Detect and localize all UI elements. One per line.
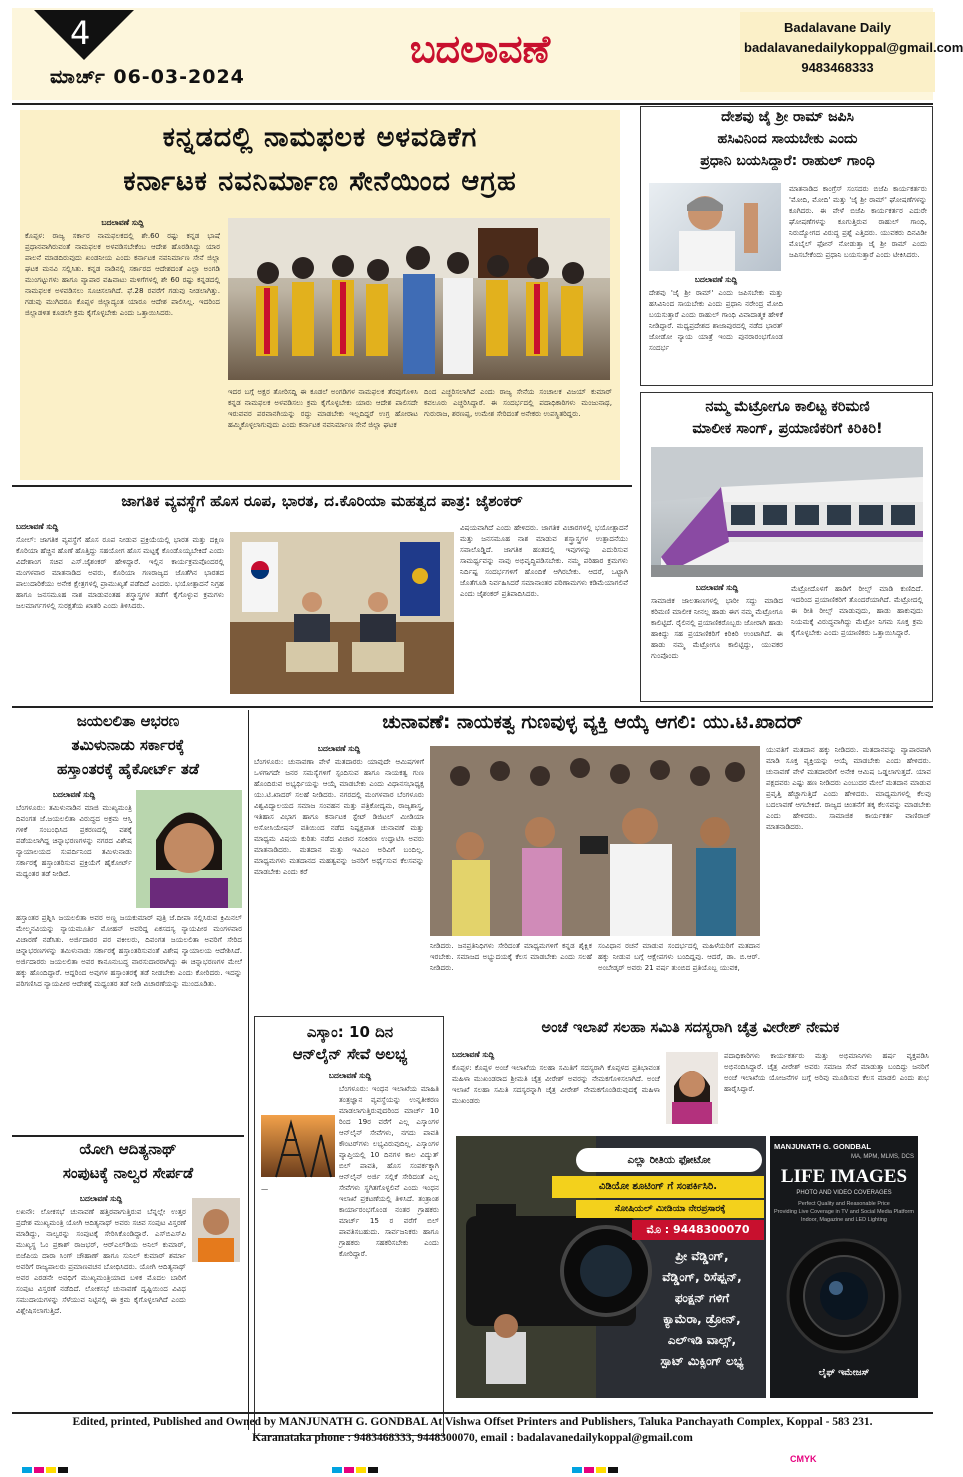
metro-headline-2: ಮಾಲೀಕ ಸಾಂಗ್, ಪ್ರಯಾಣಿಕರಿಗೆ ಕಿರಿಕಿರಿ! <box>692 421 883 437</box>
jayalalitha-body-1: ಬೆಂಗಳೂರು: ತಮಿಳುನಾಡಿನ ಮಾಜಿ ಮುಖ್ಯಮಂತ್ರಿ ದಿವಂಗತ ಜೆ.ಜಯಲಲಿತಾ ವಿರುದ್ಧದ ಅಕ್ರಮ ಆಸ್ತಿ ಗಳಿಕೆ ಸಂಬಂಧಿಸಿದ ಪ್ರಕರಣದಲ್ಲಿ ವಶಕ್ಕೆ ಪಡೆಯಲಾಗಿದ್ದ ಚಿನ್ನಾಭರಣಗಳನ್ನು ನಗರದ ವಿಶೇಷ ನ್ಯಾಯಾಲಯದ ಸುಪರ್ದಿನಿಂದ ತಮಿಳುನಾಡು ಸರ್ಕಾರಕ್ಕೆ ಹಸ್ತಾಂತರಿಸುವ ಪ್ರಕ್ರಿಯೆಗೆ ಹೈಕೋರ್ಟ್ ಮಧ್ಯಂತರ ತಡೆ ನೀಡಿದೆ. <box>16 803 132 878</box>
rahul-col-2 <box>789 183 927 381</box>
rule-vertical-left <box>248 710 249 1430</box>
rule-jaishankar-top <box>12 485 632 487</box>
yogi-byline: ಬದಲಾವಣೆ ಸುದ್ದಿ <box>79 1194 123 1203</box>
jaishankar-col-1 <box>16 522 224 698</box>
lead-story <box>20 110 620 480</box>
jayalalitha-col-2 <box>16 912 242 1126</box>
page-number-badge <box>34 10 134 60</box>
chaitra-story <box>448 1018 933 1130</box>
card-footer: ಲೈಫ್ ಇಮೇಜಸ್ <box>818 1368 870 1378</box>
metro-body-2: ಮೆಟ್ರೋದೊಳಗೆ ಹಾಡಿಗೆ ರೀಲ್ಸ್ ಮಾಡಿ ಕುಣಿದಿದೆ. ಇದರಿಂದ ಪ್ರಯಾಣಿಕರಿಗೆ ತೊಂದರೆಯಾಗಿದೆ. ಮೆಟ್ರೋದಲ್ಲಿ ಈ ರೀತಿ ರೀಲ್ಸ್ ಮಾಡುವುದು, ಹಾಡು ಹಾಕುವುದು ನಿಯಮಕ್ಕೆ ವಿರುದ್ಧವಾಗಿದ್ದು ಮೆಟ್ರೋ ನಿಗಮ ಸೂಕ್ತ ಕ್ರಮ ಕೈಗೊಳ್ಳಬೇಕು ಎಂದು ಪ್ರಯಾಣಿಕರು ಒತ್ತಾಯಿಸಿದ್ದಾರೆ. <box>791 584 923 637</box>
masthead: ಬದಲಾವಣೆ <box>409 26 551 71</box>
khader-body-1: ಬೆಂಗಳೂರು: ಚುನಾವಣಾ ವೇಳೆ ಮತದಾರರು ಯಾವುದೇ ಆಮಿಷಗಳಿಗೆ ಒಳಗಾಗದೇ ಜನರ ಸಮಸ್ಯೆಗಳಿಗೆ ಸ್ಪಂದಿಸುವ ಹಾಗೂ ನಾಯಕತ್ವ ಗುಣ ಹೊಂದಿರುವ ಅಭ್ಯರ್ಥಿಯನ್ನು ಆಯ್ಕೆ ಮಾಡಬೇಕು ಎಂದು ವಿಧಾನಸಭಾಧ್ಯಕ್ಷ ಯು.ಟಿ.ಖಾದರ್ ಸಲಹೆ ನೀಡಿದರು. ನಗರದಲ್ಲಿ ಮಂಗಳವಾರ ಬೆಂಗಳೂರು ವಿಶ್ವವಿದ್ಯಾಲಯದ ಸಮಾಜ ಸಂವಹನ ಮತ್ತು ಪತ್ರಿಕೋದ್ಯಮ, ರಾಜ್ಯಶಾಸ್ತ್ರ, ಇತಿಹಾಸ ವಿಭಾಗ ಹಾಗೂ ಕರ್ನಾಟಕ ಸ್ಟೇಟ್ ಡಿಜಿಟಲ್ ಮೀಡಿಯಾ ಅಸೋಸಿಯೇಷನ್ ವತಿಯಿಂದ ನಡೆದ ನಿಷ್ಪಕ್ಷಪಾತ ಚುನಾವಣೆ ಮತ್ತು ಮಾಧ್ಯಮ ವಿಷಯ ಕುರಿತು ನಡೆದ ವಿಚಾರ ಸಂಕಿರಣ ಉದ್ಘಾಟಿಸಿ ಅವರು ಮಾತನಾಡಿದರು. ಮತದಾನ ಮತ್ತು ಇವಿಎಂ ಅರಿವಿಗೆ ಬಂದಿಲ್ಲ. ಮಾಧ್ಯಮಗಳು ಮತದಾನದ ಮಹತ್ವವನ್ನು ಜನರಿಗೆ ಅರ್ಥೈಸುವ ಕೆಲಸವನ್ನು ಮಾಡಬೇಕು ಎಂದು ಕರೆ <box>254 757 424 876</box>
contact-email: badalavanedailykoppal@gmail.com <box>744 40 963 55</box>
metro-photo <box>651 447 923 577</box>
photo-ad <box>456 1136 766 1398</box>
lead-col-3 <box>424 386 612 472</box>
khader-photo-crowd <box>430 746 760 936</box>
khader-body-4: ಯುವತಿಗೆ ಮತದಾನ ಹಕ್ಕು ನೀಡಿದರು. ಮತದಾನವನ್ನು ವ್ಯಾಪಾರವಾಗಿ ಮಾಡಿ ಸೂಕ್ತ ವ್ಯಕ್ತಿಯನ್ನು ಆಯ್ಕೆ ಮಾಡಬೇಕು ಎಂದು ಹೇಳಿದರು. ಚುನಾವಣೆ ವೇಳೆ ಮತದಾರರಿಗೆ ಅನೇಕ ಆಮಿಷ ಒಡ್ಡಲಾಗುತ್ತದೆ. ಯಾವ ಪಕ್ಷದವರು ಎಷ್ಟು ಹಣ ನೀಡಿದರು ಎಂಬುದರ ಮೇಲೆ ಮತದಾನ ಮಾಡುವ ಪ್ರವೃತ್ತಿ ಹೆಚ್ಚಾಗುತ್ತಿದೆ ಎಂದು ಹೇಳಿದರು. ಮಾಧ್ಯಮಗಳಲ್ಲಿ ಕೆಲವು ಬದಲಾವಣೆ ಆಗಬೇಕಿದೆ. ರಾಜ್ಯದ ಚಿಂತನೆಗೆ ತಕ್ಕ ಕೆಲಸವನ್ನು ಮಾಡಬೇಕು ಎಂದು ಹೇಳಿದರು. ಸಾಮಾಜಿಕ ಕಾರ್ಯಕರ್ತ ವಾಣಿರಾಜ್ ಮಾತನಾಡಿದರು. <box>766 745 931 831</box>
jayalalitha-byline: ಬದಲಾವಣೆ ಸುದ್ದಿ <box>52 790 96 799</box>
metro-body-1: ಸಾಮಾಜಿಕ ಜಾಲತಾಣಗಳಲ್ಲಿ ಭಾರೀ ಸದ್ದು ಮಾಡಿದ ಕರಿಮಣಿ ಮಾಲೀಕ ನೀನಲ್ಲ ಹಾಡು ಈಗ ನಮ್ಮ ಮೆಟ್ರೋಗೂ ಕಾಲಿಟ್ಟಿದೆ. ರೈಲಿನಲ್ಲಿ ಪ್ರಯಾಣಿಕರೊಬ್ಬರು ಜೋರಾಗಿ ಹಾಡು ಹಾಕಿದ್ದು ಸಹ ಪ್ರಯಾಣಿಕರಿಗೆ ಕಿರಿಕಿರಿ ಉಂಟಾಗಿದೆ. ಈ ಹಾಡು ನಮ್ಮ ಮೆಟ್ರೋಗೂ ಕಾಲಿಟ್ಟಿದ್ದು, ಯುವಕರ ಗುಂಪೊಂದು <box>651 596 783 660</box>
lead-photo-figures <box>228 218 610 380</box>
escom-body-continued: — <box>261 1184 269 1193</box>
chaitra-body-1: ಕೊಪ್ಪಳ: ಕೊಪ್ಪಳ ಅಂಚೆ ಇಲಾಖೆಯ ಸಲಹಾ ಸಮಿತಿಗೆ ಸದಸ್ಯರಾಗಿ ಕೊಪ್ಪಳದ ಪ್ರತಿಭಾವಂತ ಮಹಿಳಾ ಮುಖಂಡರಾದ ಶ್ರೀಮತಿ ಚೈತ್ರ ವೀರೇಶ್ ಅವರನ್ನು ನೇಮಕಗೊಳಿಸಲಾಗಿದೆ. ಅಂಚೆ ಇಲಾಖೆ ಸಲಹಾ ಸಮಿತಿ ಸದಸ್ಯರನ್ನಾಗಿ ಚೈತ್ರ ವೀರೇಶ್ ನೇಮಕಗೊಂಡಿರುವುದಕ್ಕೆ ಮಹಿಳಾ ಮುಖಂಡರು <box>452 1063 660 1105</box>
yogi-headline-1: ಯೋಗಿ ಆದಿತ್ಯನಾಥ್ <box>79 1140 177 1158</box>
photo-ad-phone: ಮೊ : 9448300070 <box>632 1220 764 1240</box>
photo-ad-services <box>640 1246 764 1372</box>
rahul-body-2: ಮಾತನಾಡಿದ ಕಾಂಗ್ರೆಸ್ ಸಂಸದರು ಬಿಜೆಪಿ ಕಾರ್ಯಕರ್ತರು 'ಮೋದಿ, ಮೋದಿ' ಮತ್ತು 'ಜೈ ಶ್ರೀ ರಾಮ್' ಘೋಷಣೆಗಳನ್ನು ಕೂಗಿದರು. ಈ ವೇಳೆ ಬಿಜೆಪಿ ಕಾರ್ಯಕರ್ತರ ಎದುರೇ ಘೋಷಣೆಗಳನ್ನು ಕೂಗುತ್ತಿರುವ ರಾಹುಲ್ ಗಾಂಧಿ, ನಿರುದ್ಯೋಗದ ವಿರುದ್ಧ ಪ್ರಶ್ನೆ ಎತ್ತಿದರು. ಯುವಕರು ದಿನವಿಡೀ ಮೊಬೈಲ್ ಫೋನ್ ನೋಡುತ್ತಾ ಜೈ ಶ್ರೀ ರಾಮ್ ಎಂದು ಜಪಿಸಬೇಕೆಂದು ಪ್ರಧಾನಿ ಬಯಸುತ್ತಾರೆ ಎಂದು ಟೀಕಿಸಿದರು. <box>789 184 927 259</box>
header-rule <box>12 103 933 105</box>
escom-body-top <box>339 1083 439 1258</box>
page-number: 4 <box>70 14 91 52</box>
khader-col-4 <box>766 744 931 1032</box>
metro-story <box>640 392 933 702</box>
jaishankar-headline: ಜಾಗತಿಕ ವ್ಯವಸ್ಥೆಗೆ ಹೊಸ ರೂಪ, ಭಾರತ, ದ.ಕೊರಿಯಾ ಮಹತ್ವದ ಪಾತ್ರ: ಜೈಶಂಕರ್ <box>121 492 523 510</box>
jayalalitha-photo-figure <box>136 790 242 908</box>
jaishankar-body-1: ಸೋಲ್: ಜಾಗತಿಕ ವ್ಯವಸ್ಥೆಗೆ ಹೊಸ ರೂಪ ನೀಡುವ ಪ್ರಕ್ರಿಯೆಯಲ್ಲಿ ಭಾರತ ಮತ್ತು ದಕ್ಷಿಣ ಕೊರಿಯಾ ಹೆಚ್ಚಿನ ಹೊಣೆ ಹೊತ್ತಿದ್ದು ಸಹಯೋಗ ಹೊಸ ಮಟ್ಟಕ್ಕೆ ಕೊಂಡೊಯ್ಯಬೇಕಿದೆ ಎಂದು ವಿದೇಶಾಂಗ ಸಚಿವ ಎಸ್.ಜೈಶಂಕರ್ ಹೇಳಿದ್ದಾರೆ. ಇಲ್ಲಿನ ಕಾರ್ಯಕ್ರಮವೊಂದರಲ್ಲಿ ಮಂಗಳವಾರ ಮಾತನಾಡಿದ ಅವರು, ಕೊರಿಯಾ ಗಣರಾಜ್ಯದ ಜೊತೆಗಿನ ಭಾರತದ ಪಾಲುದಾರಿಕೆಯು ಅನೇಕ ಕ್ಷೇತ್ರಗಳಲ್ಲಿ ಪ್ರಾಮುಖ್ಯತೆ ಪಡೆದಿದೆ ಎಂದರು. ಭಯೋತ್ಪಾದನೆ ನಿಗ್ರಹ ಹಾಗೂ ಜನಸಮೂಹ ನಾಶ ಮಾಡುವಂತಹ ಶಸ್ತ್ರಾಸ್ತ್ರಗಳ ತಡೆಗೆ ಕೈಗೊಳ್ಳುವ ಕ್ರಮಗಳು ಜಲಮಾರ್ಗಗಳಲ್ಲಿ ಸುರಕ್ಷತೆಯ ಖಾತರಿ ಎಂದು ತಿಳಿಸಿದರು. <box>16 535 224 610</box>
rule-yogi-top <box>12 1135 244 1137</box>
rahul-byline: ಬದಲಾವಣೆ ಸುದ್ದಿ <box>694 275 738 284</box>
escom-headline-1: ಎಸ್ಕಾಂ: 10 ದಿನ <box>306 1023 394 1041</box>
jaishankar-col-2 <box>460 522 628 698</box>
khader-photo <box>430 746 760 936</box>
rahul-col-1 <box>649 275 783 383</box>
card-tag: Providing Live Coverage in TV and Social Media Platform <box>774 1209 914 1215</box>
photo-ad-line1: ಎಲ್ಲಾ ರೀತಿಯ ಫೋಟೋ <box>576 1148 762 1172</box>
metro-col-2 <box>791 583 923 697</box>
color-register-marks <box>12 1467 933 1473</box>
photo-ad-service: ಸ್ಪಾಟ್ ಮಿಕ್ಸಿಂಗ್ ಲಭ್ಯ <box>660 1354 744 1368</box>
contact-phone: 9483468333 <box>801 60 874 75</box>
photo-ad-service: ಪ್ರೀ ವೆಡ್ಡಿಂಗ್, <box>675 1249 729 1263</box>
escom-byline: ಬದಲಾವಣೆ ಸುದ್ದಿ <box>328 1071 372 1080</box>
card-tags <box>774 1200 914 1224</box>
yogi-body-1: ಲಖನೌ: ಲೋಕಸಭೆ ಚುನಾವಣೆ ಹತ್ತಿರವಾಗುತ್ತಿರುವ ಬೆನ್ನಲ್ಲೇ ಉತ್ತರ ಪ್ರದೇಶ ಮುಖ್ಯಮಂತ್ರಿ ಯೋಗಿ ಆದಿತ್ಯನಾಥ್ ಅವರು ಸಚಿವ ಸಂಪುಟ ವಿಸ್ತರಣೆ ಮಾಡಿದ್ದು, ನಾಲ್ವರನ್ನು ಸಂಪುಟಕ್ಕೆ ಸೇರಿಸಿಕೊಂಡಿದ್ದಾರೆ. ಎಸ್‌ಬಿಎಸ್‌ಪಿ ಮುಖ್ಯಸ್ಥ ಓಂ ಪ್ರಕಾಶ್ ರಾಜಭರ್, ಆರ್‌ಎಲ್‌ಡಿಯ ಅನಿಲ್ ಕುಮಾರ್, ಬಿಜೆಪಿಯ ದಾರಾ ಸಿಂಗ್ ಚೌಹಾಣ್ ಹಾಗೂ ಸುನಿಲ್ ಕುಮಾರ್ ಶರ್ಮಾ ಅವರಿಗೆ ರಾಜ್ಯಪಾಲರು ಪ್ರಮಾಣವಚನ ಬೋಧಿಸಿದರು. ಯೋಗಿ ಆದಿತ್ಯನಾಥ್ ಅವರ ಎರಡನೇ ಅವಧಿಗೆ ಮುಖ್ಯಮಂತ್ರಿಯಾದ ಬಳಿಕ ಮೊದಲ ಬಾರಿಗೆ ಸಂಪುಟ ವಿಸ್ತರಣೆ ನಡೆದಿದೆ. ಲೋಕಸಭೆ ಚುನಾವಣೆ ದೃಷ್ಟಿಯಿಂದ ವಿವಿಧ ಸಮುದಾಯಗಳನ್ನು ಸೆಳೆಯುವ ನಿಟ್ಟಿನಲ್ಲಿ ಈ ಕ್ರಮ ಕೈಗೊಳ್ಳಲಾಗಿದೆ ಎಂದು ವಿಶ್ಲೇಷಿಸಲಾಗುತ್ತಿದೆ. <box>16 1207 186 1315</box>
photo-ad-service: ವೆಡ್ಡಿಂಗ್, ರಿಸೆಪ್ಷನ್, <box>662 1270 742 1284</box>
card-subtitle: PHOTO AND VIDEO COVERAGES <box>796 1190 892 1196</box>
khader-body-2: ನೀಡಿದರು. ಜನಪ್ರತಿನಿಧಿಗಳು ಸೇರಿದಂತೆ ಮಾಧ್ಯಮಗಳಿಗೆ ಕನ್ನಡ ಶೈಕ್ಷಿಕ ಇರಬೇಕು. ಸಮಾಜದ ಅಭ್ಯುದಯಕ್ಕೆ ಕೆಲಸ ಮಾಡಬೇಕು ಎಂದು ಸಲಹೆ ನೀಡಿದರು. <box>430 941 592 972</box>
metro-headline-1: ನಮ್ಮ ಮೆಟ್ರೋಗೂ ಕಾಲಿಟ್ಟ ಕರಿಮಣಿ <box>705 399 870 415</box>
yogi-story <box>12 1138 244 1414</box>
yogi-col-1 <box>16 1194 186 1412</box>
chaitra-body-2: ಪದಾಧಿಕಾರಿಗಳು ಕಾರ್ಯಕರ್ತರು ಮತ್ತು ಅಭಿಮಾನಿಗಳು ಹರ್ಷ ವ್ಯಕ್ತಪಡಿಸಿ ಅಭಿನಂದಿಸಿದ್ದಾರೆ. ಚೈತ್ರ ವೀರೇಶ್ ಅವರು ಸಮಾಜ ಸೇವೆ ಮಾಡುತ್ತಾ ಬಂದಿದ್ದು ಜನರಿಗೆ ಅಂಚೆ ಇಲಾಖೆಯ ಯೋಜನೆಗಳ ಬಗ್ಗೆ ಅರಿವು ಮೂಡಿಸುವ ಕೆಲಸ ಮಾಡಲಿ ಎಂದು ಶುಭ ಹಾರೈಸಿದ್ದಾರೆ. <box>724 1051 929 1093</box>
card-name: MANJUNATH G. GONDBAL <box>774 1142 871 1151</box>
card-degrees: MA, MPM, MLMS, DCS <box>850 1154 914 1160</box>
jaishankar-photo <box>230 532 454 694</box>
jaishankar-body-2: ವಿಷಯವಾಗಿದೆ ಎಂದು ಹೇಳಿದರು. ಜಾಗತಿಕ ವಿಚಾರಗಳಲ್ಲಿ ಭಯೋತ್ಪಾದನೆ ಮತ್ತು ಜನಸಮೂಹ ನಾಶ ಮಾಡುವ ಶಸ್ತ್ರಾಸ್ತ್ರಗಳ ಉತ್ಪಾದನೆಯು ಸವಾಲೊಡ್ಡಿದೆ. ಜಾಗತಿಕ ಹಂತದಲ್ಲಿ ಇವುಗಳನ್ನು ಎದುರಿಸುವ ಸಾಮರ್ಥ್ಯವನ್ನು ನಾವು ಅಭಿವೃದ್ಧಿಪಡಿಸಬೇಕು. ನಮ್ಮ ಪರಿಹಾರ ಕ್ರಮಗಳು ನಿರ್ದಿಷ್ಟ ಸಂದರ್ಭಗಳಿಗೆ ಹೊಂದಿಕೆ ಆಗಿರಬೇಕು. ಆದರೆ, ಒಟ್ಟಾಗಿ ಜೊತೆಗೂಡಿ ನಿರ್ವಹಿಸಿದರೆ ಸಮಾನಾಂತರ ಪರಿಣಾಮಗಳು ಕಡಿಮೆಯಾಗಲಿವೆ ಎಂದು ಜೈಶಂಕರ್ ಪ್ರತಿಪಾದಿಸಿದರು. <box>460 523 628 598</box>
chaitra-headline: ಅಂಚೆ ಇಲಾಖೆ ಸಲಹಾ ಸಮಿತಿ ಸದಸ್ಯರಾಗಿ ಚೈತ್ರ ವೀರೇಶ್ ನೇಮಕ <box>541 1020 840 1036</box>
lead-headline-1: ಕನ್ನಡದಲ್ಲಿ ನಾಮಫಲಕ ಅಳವಡಿಕೆಗ <box>162 122 478 153</box>
photo-ad-line3: ಸೋಷಿಯಲ್ ಮೀಡಿಯಾ ನೇರಪ್ರಸಾರಕ್ಕೆ <box>576 1200 764 1218</box>
lead-body-2: ಇದರ ಬಗ್ಗೆ ಅಕ್ಷರ ತೋರಿಸದ್ದಿ ಈ ಕೂಡಲೆ ಅಂಗಡಿಗಳ ನಾಮಫಲಕ ತೆರವುಗೊಳಿಸಿ ಕನ್ನಡ ನಾಮಫಲಕ ಅಳವಡಿಸಲು ಕ್ರಮ ಕೈಗೊಳ್ಳಬೇಕು ಯಾರು ಆದೇಶ ಪಾಲಿಸದೇ ಇರುವವರ ಪರವಾನಗಿಯನ್ನು ರದ್ದು ಮಾಡಬೇಕು ಇಲ್ಲದಿದ್ದರೆ ಉಗ್ರ ಹೋರಾಟ ಹಮ್ಮಿಕೊಳ್ಳಲಾಗುವುದು ಎಂದು ಕರ್ನಾಟಕ ನವನಿರ್ಮಾಣ ಸೇನೆ ಜಿಲ್ಲಾ ಘಟಕ <box>228 387 418 429</box>
photo-ad-service: ಎಲ್‌ಇಡಿ ವಾಲ್ಸ್, <box>667 1333 737 1347</box>
jaishankar-story <box>12 488 632 702</box>
rahul-headline-2: ಹಸಿವಿನಿಂದ ಸಾಯಬೇಕು ಎಂದು <box>717 131 858 147</box>
khader-byline: ಬದಲಾವಣೆ ಸುದ್ದಿ <box>317 744 361 753</box>
card-tag: Perfect Quality and Reasonable Price <box>798 1201 890 1207</box>
escom-body-bottom <box>261 1183 439 1433</box>
jaishankar-photo-scene <box>230 532 454 694</box>
chaitra-col-2 <box>724 1050 929 1128</box>
lead-body-3: ದಿಂದ ಎಚ್ಚರಿಸಲಾಗಿದೆ ಎಂದು ರಾಜ್ಯ ಸೇನೆಯ ಸಂಚಾಲಕ ವಿಜಯ್ ಕುಮಾರ್ ಕವಲೂರು ಎಚ್ಚರಿಸಿದ್ದಾರೆ. ಈ ಸಂದರ್ಭದಲ್ಲಿ ಪದಾಧಿಕಾರಿಗಳು ಮಂಜುನಾಥ, ಗುರುರಾಜ, ಶರಣಪ್ಪ, ಉಮೇಶ ಸೇರಿದಂತೆ ಅನೇಕರು ಉಪಸ್ಥಿತರಿದ್ದರು. <box>424 387 612 418</box>
cmyk-label: CMYK <box>790 1454 817 1464</box>
escom-photo-tower <box>261 1115 335 1177</box>
photo-ad-service: ಫಂಕ್ಷನ್ ಗಳಿಗೆ <box>674 1291 730 1305</box>
metro-photo-train <box>651 447 923 577</box>
jayalalitha-photo <box>136 790 242 908</box>
khader-body-3: ಸಂವಿಧಾನ ರಚನೆ ಮಾಡುವ ಸಂದರ್ಭದಲ್ಲಿ ಮಹಿಳೆಯರಿಗೆ ಮತದಾನ ಹಕ್ಕು ನೀಡುವ ಬಗ್ಗೆ ಆಕ್ಷೇಪಗಳು ಬಂದಿದ್ದವು. ಆದರೆ, ಡಾ. ಬಿ.ಆರ್. ಅಂಬೇಡ್ಕರ್ ಅವರು 21 ವರ್ಷ ತುಂಬಿದ ಪ್ರತಿಯೊಬ್ಬ ಯುವಕ, <box>598 941 760 972</box>
khader-col-1 <box>254 744 424 1032</box>
yogi-photo-figure <box>192 1198 240 1262</box>
lens-icon <box>784 1236 904 1356</box>
khader-headline: ಚುನಾವಣೆ: ನಾಯಕತ್ವ ಗುಣವುಳ್ಳ ವ್ಯಕ್ತಿ ಆಯ್ಕೆ ಆಗಲಿ: ಯು.ಟಿ.ಖಾದರ್ <box>382 712 803 733</box>
lead-col-2 <box>228 386 418 472</box>
contact-box <box>740 12 963 92</box>
metro-col-1 <box>651 583 783 697</box>
jayalalitha-headline-3: ಹಸ್ತಾಂತರಕ್ಕೆ ಹೈಕೋರ್ಟ್ ತಡೆ <box>57 760 199 778</box>
escom-story <box>254 1016 444 1436</box>
life-images-card <box>770 1136 918 1398</box>
escom-photo <box>261 1115 335 1177</box>
footer-rule <box>12 1412 933 1414</box>
footer-line-1: Edited, printed, Published and Owned by MANJUNATH G. GONDBAL At Vishwa Offset Printers and Publishers, Taluka Panchayath Complex, Koppal - 583 231. <box>72 1416 873 1428</box>
escom-body-text: ಬೆಂಗಳೂರು: ಇಂಧನ ಇಲಾಖೆಯ ಮಾಹಿತಿ ತಂತ್ರಜ್ಞಾನ ವ್ಯವಸ್ಥೆಯನ್ನು ಉನ್ನತೀಕರಣ ಮಾಡಲಾಗುತ್ತಿರುವುದರಿಂದ ಮಾರ್ಚ್ 10 ರಿಂದ 19ರ ವರೆಗೆ ಎಲ್ಲ ಎಸ್ಕಾಂಗಳ ಆನ್‌ಲೈನ್ ಸೇವೆಗಳು, ನಗದು ಪಾವತಿ ಕೌಂಟರ್‌ಗಳು ಲಭ್ಯವಿರುವುದಿಲ್ಲ. ಎಸ್ಕಾಂಗಳ ವ್ಯಾಪ್ತಿಯಲ್ಲಿ 10 ದಿನಗಳ ಕಾಲ ವಿದ್ಯುತ್ ಬಿಲ್ ಪಾವತಿ, ಹೊಸ ಸಂಪರ್ಕಕ್ಕಾಗಿ ಆನ್‌ಲೈನ್ ಅರ್ಜಿ ಸಲ್ಲಿಕೆ ಸೇರಿದಂತೆ ಎಲ್ಲ ಸೇವೆಗಳು ಸ್ಥಗಿತಗೊಳ್ಳಲಿವೆ ಎಂದು ಇಂಧನ ಇಲಾಖೆ ಪ್ರಕಟಣೆಯಲ್ಲಿ ತಿಳಿಸಿದೆ. ತಂತ್ರಾಂಶ ಕಾರ್ಯಾರಂಭಗೊಂಡ ನಂತರ ಗ್ರಾಹಕರು ಮಾರ್ಚ್ 15 ರ ವರೆಗೆ ಬಿಲ್ ಪಾವತಿಸಬಹುದು. ಸಾರ್ವಜನಿಕರು ಹಾಗೂ ಗ್ರಾಹಕರು ಸಹಕರಿಸಬೇಕು ಎಂದು ಕೋರಿದ್ದಾರೆ. <box>339 1084 439 1258</box>
jayalalitha-story <box>12 710 244 1130</box>
lead-photo <box>228 218 610 380</box>
lead-headline-2: ಕರ್ನಾಟಕ ನವನಿರ್ಮಾಣ ಸೇನೆಯಿಂದ ಆಗ್ರಹ <box>123 166 517 197</box>
card-tag: Indoor, Magazine and LED Lighting <box>801 1217 887 1223</box>
paper-name: Badalavane Daily <box>784 20 891 35</box>
photo-ad-line2: ವಿಡಿಯೋ ಶೂಟಿಂಗ್ ಗೆ ಸಂಪರ್ಕಿಸಿರಿ. <box>552 1176 764 1198</box>
issue-date: ಮಾರ್ಚ್ 06-03-2024 <box>50 66 245 88</box>
rahul-body-1: ದೇಶವು 'ಜೈ ಶ್ರೀ ರಾಮ್' ಎಂದು ಜಪಿಸಬೇಕು ಮತ್ತು ಹಸಿವಿನಿಂದ ಸಾಯಬೇಕು ಎಂದು ಪ್ರಧಾನಿ ನರೇಂದ್ರ ಮೋದಿ ಬಯಸುತ್ತಾರೆ ಎಂದು ರಾಹುಲ್ ಗಾಂಧಿ ವಿವಾದಾತ್ಮಕ ಹೇಳಿಕೆ ನೀಡಿದ್ದಾರೆ. ಮಧ್ಯಪ್ರದೇಶದ ಶಾಜಾಪುರದಲ್ಲಿ ನಡೆದ ಭಾರತ್ ಜೋಡೋ ನ್ಯಾಯ ಯಾತ್ರೆ ಇಂದು ಪುನರಾರಂಭಗೊಂಡ ಸಂದರ್ಭ <box>649 288 783 352</box>
photo-ad-service: ಕ್ಯಾಮೆರಾ, ಡ್ರೋನ್, <box>663 1312 741 1326</box>
jayalalitha-headline-2: ತಮಿಳುನಾಡು ಸರ್ಕಾರಕ್ಕೆ <box>71 736 185 754</box>
rahul-photo-figure <box>649 183 781 271</box>
rahul-photo <box>649 183 781 271</box>
chaitra-byline: ಬದಲಾವಣೆ ಸುದ್ದಿ <box>452 1050 495 1059</box>
yogi-headline-2: ಸಂಪುಟಕ್ಕೆ ನಾಲ್ವರ ಸೇರ್ಪಡೆ <box>62 1164 194 1182</box>
jayalalitha-col-1 <box>16 790 132 908</box>
chaitra-photo-figure <box>666 1052 718 1124</box>
card-title: LIFE IMAGES <box>780 1166 908 1187</box>
chaitra-col-1 <box>452 1050 660 1128</box>
rahul-story <box>640 106 933 386</box>
escom-headline-2: ಆನ್‌ಲೈನ್ ಸೇವೆ ಅಲಭ್ಯ <box>292 1045 408 1063</box>
jayalalitha-body-2: ಹಸ್ತಾಂತರ ಪ್ರಶ್ನಿಸಿ ಜಯಲಲಿತಾ ಅವರ ಅಣ್ಣ ಜಯಕುಮಾರ್ ಪುತ್ರಿ ಜೆ.ದೀಪಾ ಸಲ್ಲಿಸಿರುವ ಕ್ರಿಮಿನಲ್ ಮೇಲ್ಮನವಿಯನ್ನು ನ್ಯಾಯಮೂರ್ತಿ ಮೋಹನ್ ಅವರಿದ್ದ ಏಕಸದಸ್ಯ ನ್ಯಾಯಪೀಠ ಮಂಗಳವಾರ ವಿಚಾರಣೆ ನಡೆಸಿತು. ಅರ್ಜಿದಾರರ ಪರ ವಕೀಲರು, ದಿವಂಗತ ಜಯಲಲಿತಾ ಅವರಿಗೆ ಸೇರಿದ ಚಿನ್ನಾಭರಣಗಳನ್ನು ತಮಿಳುನಾಡು ಸರ್ಕಾರಕ್ಕೆ ಹಸ್ತಾಂತರಿಸುವಂತೆ ವಿಶೇಷ ನ್ಯಾಯಾಲಯ ಆದೇಶಿಸಿದೆ. ಅರ್ಜಿದಾರರು ಜಯಲಲಿತಾ ಅವರ ಕಾನೂನುಬದ್ಧ ವಾರಸುದಾರರಾಗಿದ್ದು ಈ ಚಿನ್ನಾಭರಣಗಳ ಮೇಲೆ ಹಕ್ಕು ಹೊಂದಿದ್ದಾರೆ. ಆದ್ದರಿಂದ ಅವುಗಳ ಹಸ್ತಾಂತರಕ್ಕೆ ತಡೆ ನೀಡಬೇಕು ಎಂದು ಕೋರಿದರು. ಇದನ್ನು ಪರಿಗಣಿಸಿದ ನ್ಯಾಯಪೀಠ ಆದೇಶಕ್ಕೆ ಮಧ್ಯಂತರ ತಡೆ ನೀಡಿ ವಿಚಾರಣೆಯನ್ನು ಮುಂದೂಡಿತು. <box>16 913 242 988</box>
khader-story <box>252 710 933 1035</box>
jayalalitha-headline-1: ಜಯಲಲಿತಾ ಆಭರಣ <box>76 712 180 730</box>
footer-line-2: Karanataka phone : 9483468333, 9448300070, email : badalavanedailykoppal@gmail.com <box>252 1432 693 1444</box>
rule-mid <box>12 706 933 708</box>
jaishankar-byline: ಬದಲಾವಣೆ ಸುದ್ದಿ <box>16 522 59 531</box>
yogi-photo <box>192 1198 240 1262</box>
rahul-headline-3: ಪ್ರಧಾನಿ ಬಯಸಿದ್ದಾರೆ: ರಾಹುಲ್ ಗಾಂಧಿ <box>700 153 875 169</box>
metro-byline: ಬದಲಾವಣೆ ಸುದ್ದಿ <box>695 583 739 592</box>
chaitra-photo <box>666 1052 718 1124</box>
lead-col-1 <box>25 218 220 470</box>
lead-body-1: ಕೊಪ್ಪಳ: ರಾಜ್ಯ ಸರ್ಕಾರ ನಾಮಫಲಕದಲ್ಲಿ ಶೇ.60 ರಷ್ಟು ಕನ್ನಡ ಭಾಷೆ ಪ್ರಧಾನವಾಗಿರುವಂತೆ ನಾಮಫಲಕ ಅಳವಡಿಸಬೇಕೆಂಬ ಆದೇಶ ಹೊರಡಿಸಿದ್ದು ಯಾರ ಪಾಲನೆ ಮಾಡದಿರುವುದು ಖಂಡನೀಯ ಎಂದು ಕರ್ನಾಟಕ ನವನಿರ್ಮಾಣ ಸೇನೆ ಜಿಲ್ಲಾ ಘಟಕ ಮನವಿ ಸಲ್ಲಿಸಿತು. ಕನ್ನಡ ನಾಡಿನಲ್ಲಿ ಸರ್ಕಾರದ ಆದೇಶದಂತೆ ಎಲ್ಲಾ ಅಂಗಡಿ ಮುಂಗಟ್ಟುಗಳು ಹಾಗೂ ವ್ಯಾಪಾರ ವಹಿವಾಟು ಮಳಿಗೆಗಳಲ್ಲಿ ಶೇ 60 ರಷ್ಟು ಕನ್ನಡದಲ್ಲಿ ನಾಮಫಲಕ ಅಳವಡಿಸಲು ಸೂಚಿಸಲಾಗಿದೆ. ಫೆ.28 ರವರೆಗೆ ಗಡುವು ನೀಡಲಾಗಿತ್ತು. ಗಡುವು ಮುಗಿದರೂ ಕೊಪ್ಪಳ ಜಿಲ್ಲಾದ್ಯಂತ ಯಾರೂ ಆದೇಶ ಪಾಲಿಸಿಲ್ಲ. ಇದರಿಂದ ಜಿಲ್ಲಾಡಳಿತ ಕೂಡಲೇ ಕ್ರಮ ಕೈಗೊಳ್ಳಬೇಕು ಎಂದು ಒತ್ತಾಯಿಸಿದರು. <box>25 231 220 317</box>
rahul-headline-1: ದೇಶವು ಜೈ ಶ್ರೀ ರಾಮ್ ಜಪಿಸಿ <box>721 109 854 125</box>
lead-byline: ಬದಲಾವಣೆ ಸುದ್ದಿ <box>101 218 144 227</box>
